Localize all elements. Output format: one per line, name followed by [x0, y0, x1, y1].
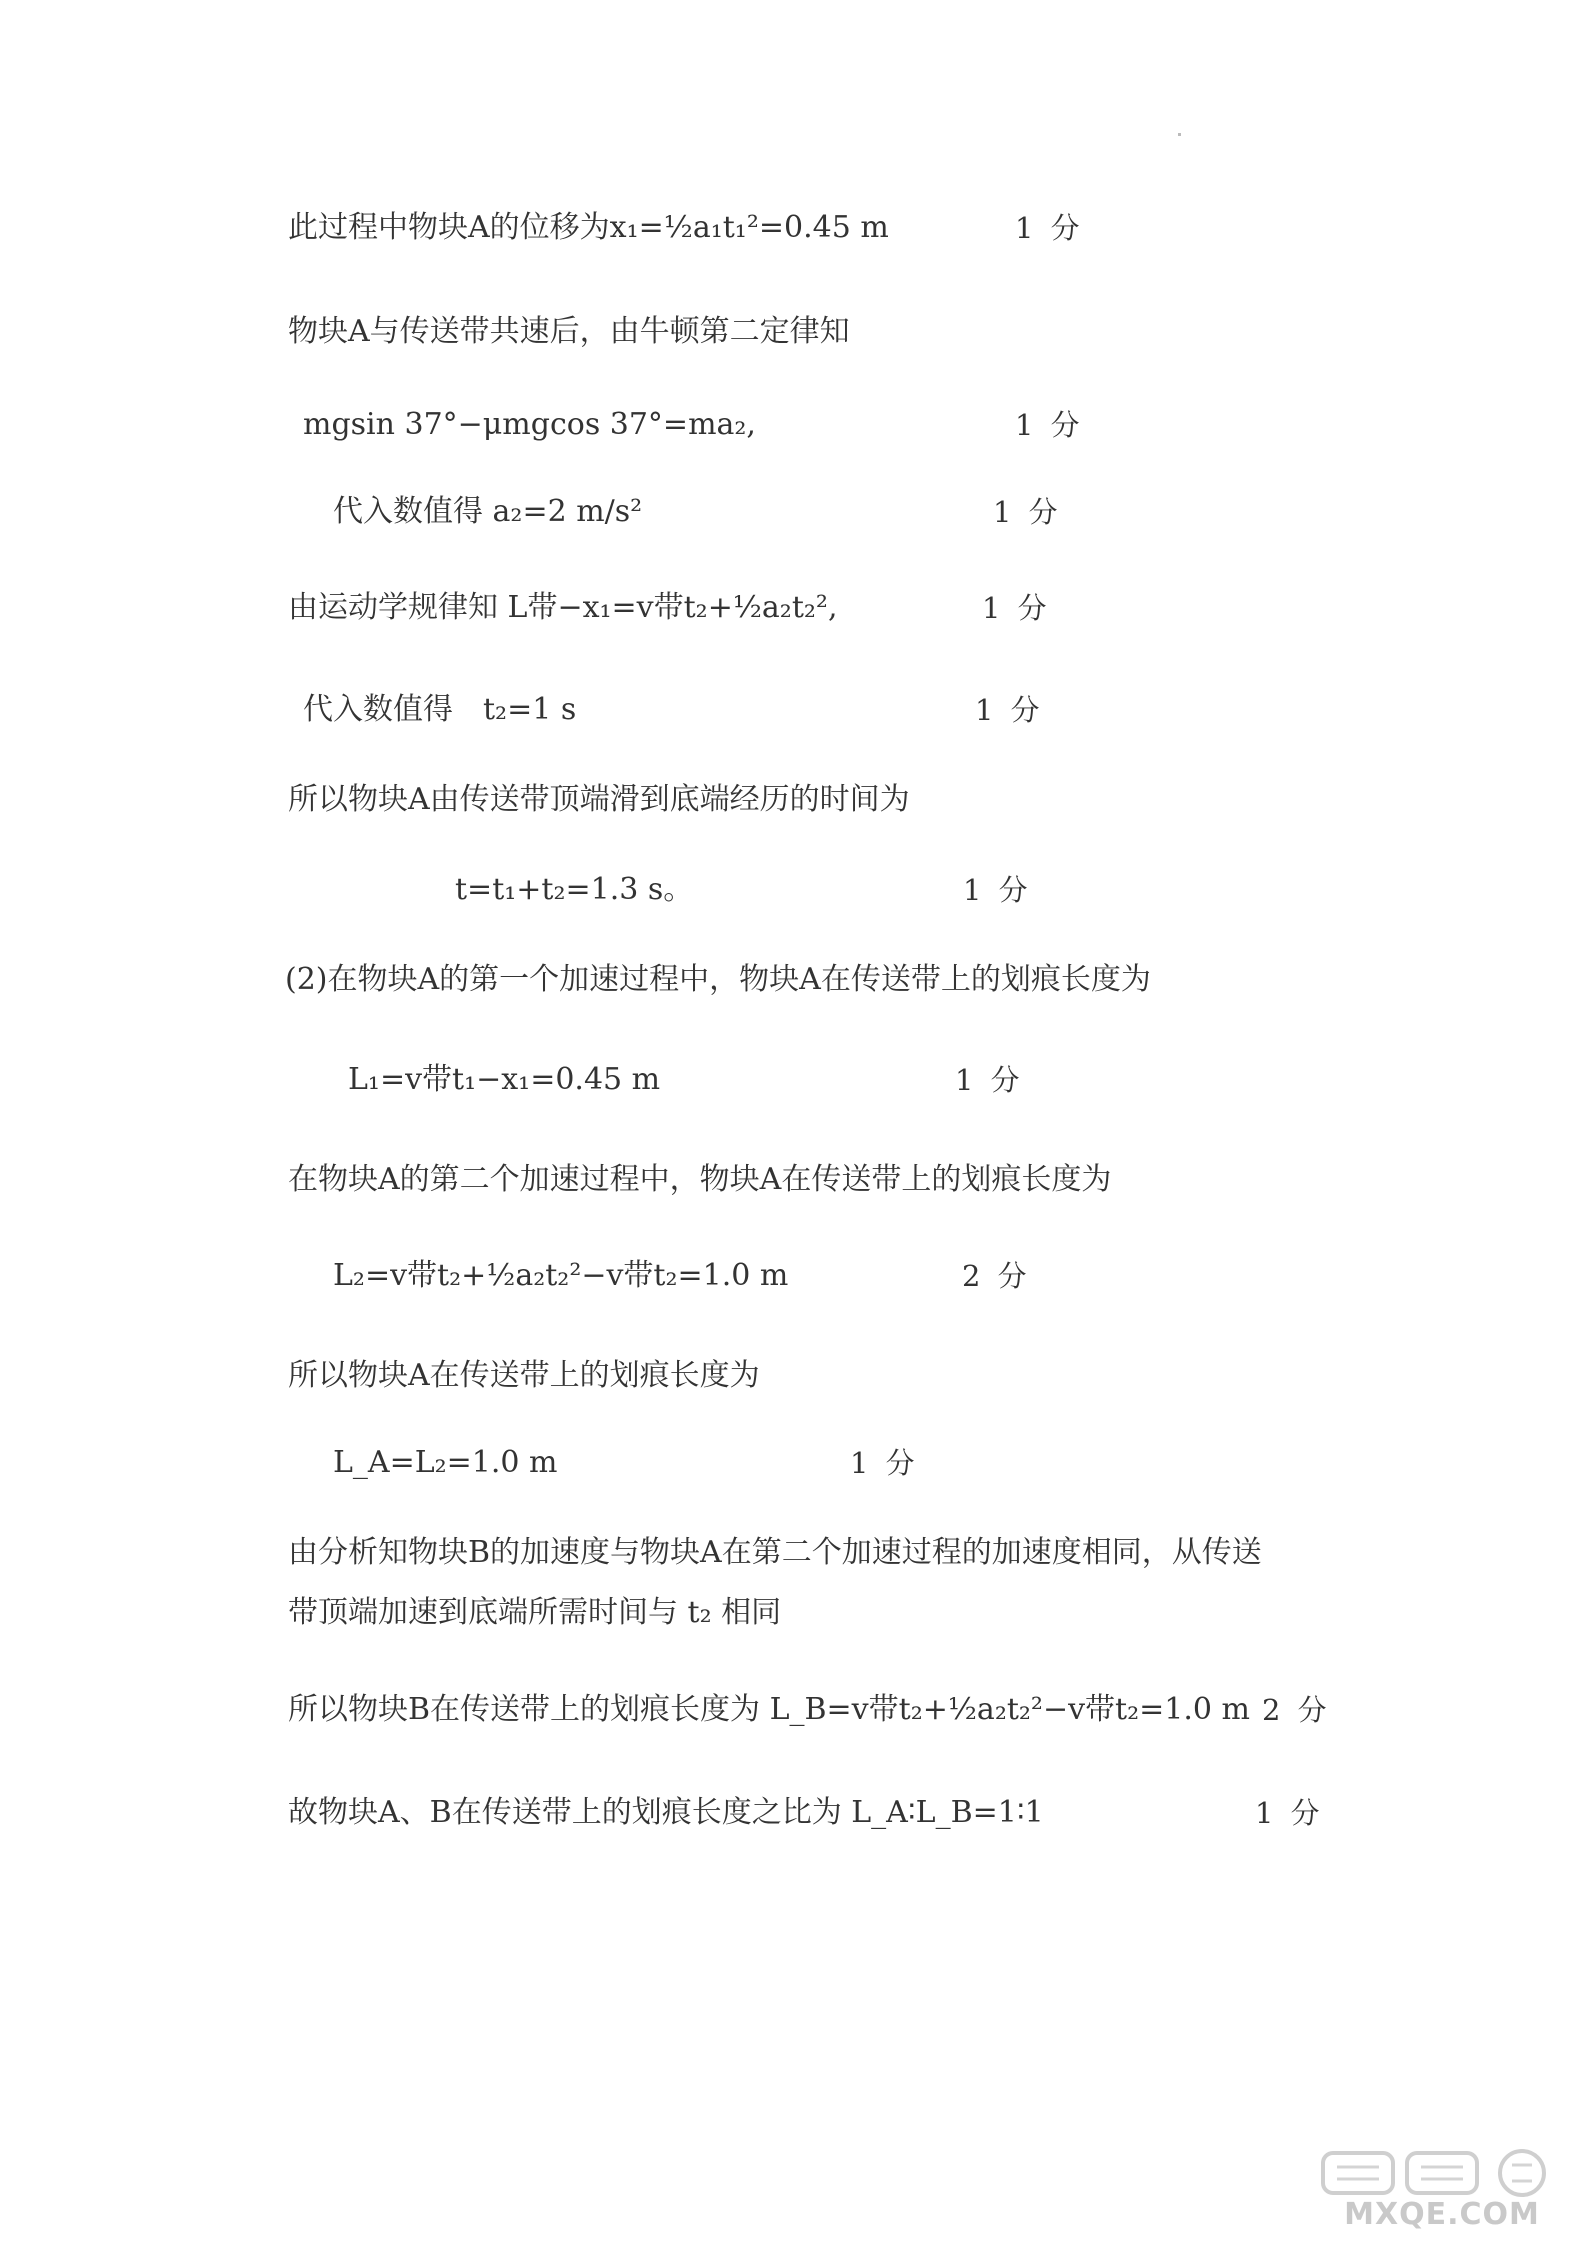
speck — [1178, 133, 1181, 136]
solution-line — [0, 860, 1587, 920]
solution-line — [0, 950, 1587, 1010]
score-label: 1 分 — [850, 1446, 919, 1480]
score-label: 1 分 — [993, 495, 1062, 529]
solution-line — [0, 578, 1587, 638]
score-label: 1 分 — [1015, 408, 1084, 442]
line-text: L_A=L₂=1.0 m — [333, 1445, 558, 1480]
score-label: 1 分 — [1255, 1796, 1324, 1830]
watermark-logo — [1317, 2147, 1567, 2199]
line-text: 所以物块B在传送带上的划痕长度为 L_B=v带t₂+½a₂t₂²−v带t₂=1.0 m — [288, 1692, 1250, 1727]
line-text: 代入数值得 t₂=1 s — [303, 692, 577, 727]
line-text: t=t₁+t₂=1.3 s。 — [455, 872, 694, 907]
score-label: 1 分 — [963, 873, 1032, 907]
score-label: 1 分 — [982, 591, 1051, 625]
solution-line — [0, 198, 1587, 258]
line-text: 在物块A的第二个加速过程中，物块A在传送带上的划痕长度为 — [288, 1162, 1112, 1197]
solution-line — [0, 1246, 1587, 1306]
solution-line — [0, 1150, 1587, 1210]
line-text: (2)在物块A的第一个加速过程中，物块A在传送带上的划痕长度为 — [285, 962, 1151, 997]
score-label: 1 分 — [955, 1063, 1024, 1097]
solution-line — [0, 302, 1587, 362]
solution-line — [0, 770, 1587, 830]
line-text: 故物块A、B在传送带上的划痕长度之比为 L_A∶L_B=1∶1 — [288, 1795, 1044, 1830]
solution-line — [0, 1680, 1587, 1740]
solution-line — [0, 1346, 1587, 1406]
line-text: 带顶端加速到底端所需时间与 t₂ 相同 — [288, 1595, 782, 1630]
solution-line — [0, 482, 1587, 542]
solution-line — [0, 395, 1587, 455]
score-label: 2 分 — [962, 1259, 1031, 1293]
solution-line — [0, 1050, 1587, 1110]
watermark-url: MXQE.COM — [1344, 2197, 1540, 2232]
solution-line — [0, 680, 1587, 740]
line-text: 代入数值得 a₂=2 m/s² — [333, 494, 643, 529]
solution-line — [0, 1583, 1587, 1643]
line-text: 由运动学规律知 L带−x₁=v带t₂+½a₂t₂², — [288, 590, 838, 625]
score-label: 2 分 — [1262, 1693, 1331, 1727]
line-text: mgsin 37°−μmgcos 37°=ma₂, — [303, 407, 756, 442]
solution-line — [0, 1433, 1587, 1493]
line-text: 所以物块A由传送带顶端滑到底端经历的时间为 — [288, 782, 910, 817]
line-text: L₁=v带t₁−x₁=0.45 m — [348, 1062, 661, 1097]
line-text: 物块A与传送带共速后，由牛顿第二定律知 — [288, 314, 850, 349]
solution-line — [0, 1523, 1587, 1583]
line-text: L₂=v带t₂+½a₂t₂²−v带t₂=1.0 m — [333, 1258, 789, 1293]
score-label: 1 分 — [1015, 211, 1084, 245]
watermark — [1317, 2147, 1567, 2237]
score-label: 1 分 — [975, 693, 1044, 727]
line-text: 所以物块A在传送带上的划痕长度为 — [288, 1358, 760, 1393]
line-text: 此过程中物块A的位移为x₁=½a₁t₁²=0.45 m — [288, 210, 889, 245]
solution-line — [0, 1783, 1587, 1843]
line-text: 由分析知物块B的加速度与物块A在第二个加速过程的加速度相同，从传送 — [288, 1535, 1262, 1570]
